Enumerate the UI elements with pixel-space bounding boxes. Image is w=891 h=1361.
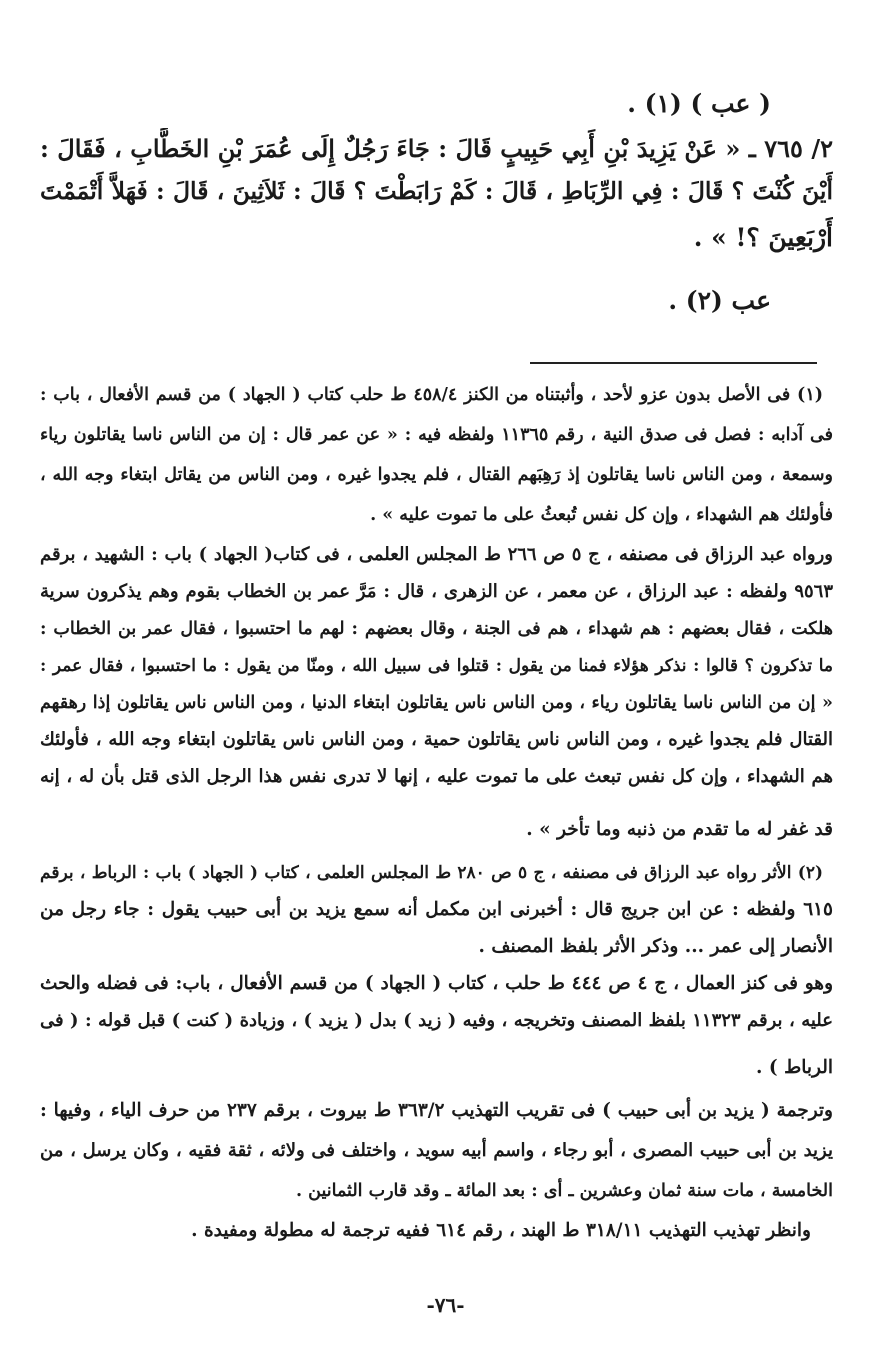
footnote-1-line: فى آدابه : فصل فى صدق النية ، رقم ١١٣٦٥ ولفظه فيه : « عن عمر قال : إن من الناس ناسا يقاتلون رياء bbox=[40, 425, 833, 445]
footnote-2-line: ٦١٥ ولفظه : عن ابن جريج قال : أخبرنى ابن مكمل أنه سمع يزيد بن أبى حبيب يقول : جاء رجل من bbox=[40, 899, 833, 920]
footnote-1-line: ٩٥٦٣ ولفظه : عبد الرزاق ، عن معمر ، عن الزهرى ، قال : مَرَّ عمر بن الخطاب بقوم وهم يذكرون سرية bbox=[40, 581, 833, 602]
hadith-text-line-3: أَرْبَعِينَ ؟! » . bbox=[693, 223, 833, 252]
footnote-1-line: (١) فى الأصل بدون عزو لأحد ، وأثبتناه من الكنز ٤٥٨/٤ ط حلب كتاب ( الجهاد ) من قسم الأفعال ، باب : bbox=[40, 385, 823, 405]
footnote-2-line: عليه ، برقم ١١٣٢٣ بلفظ المصنف وتخريجه ، وفيه ( زيد ) بدل ( يزيد ) ، وزيادة ( كنت ) قبل قوله : ( فى bbox=[40, 1010, 833, 1031]
footnote-1-line: هلكت ، فقال بعضهم : هم شهداء ، هم فى الجنة ، وقال بعضهم : لهم ما احتسبوا ، فقال عمر بن الخطاب : bbox=[40, 619, 833, 639]
footnote-1-line: « إن من الناس ناسا يقاتلون رياء ، ومن الناس ناس يقاتلون ابتغاء الدنيا ، ومن الناس ناس يقاتلون إذا رهقهم bbox=[40, 693, 833, 713]
footnote-1-line: قد غفر له ما تقدم من ذنبه وما تأخر » . bbox=[526, 819, 833, 840]
footnote-1-line: وسمعة ، ومن الناس ناسا يقاتلون إذ رَهِبَهم القتال ، فلم يجدوا غيره ، ومن الناس من يقاتل ابتغاء وجه الله ، bbox=[40, 465, 833, 485]
footnote-2-line: يزيد بن أبى حبيب المصرى ، أبو رجاء ، واسم أبيه سويد ، واختلف فى ولائه ، ثقة فقيه ، وكان يرسل ، من bbox=[40, 1140, 833, 1161]
footnote-2-line: الأنصار إلى عمر ... وذكر الأثر بلفظ المصنف . bbox=[478, 936, 833, 957]
footnote-1-line: هم الشهداء ، وإن كل نفس تبعث على ما تموت عليه ، إنها لا تدرى نفس هذا الرجل الذى قتل بأن له ، إنه bbox=[40, 766, 833, 787]
footnote-1-line: فأولئك هم الشهداء ، وإن كل نفس تُبعثُ على ما تموت عليه » . bbox=[370, 505, 833, 525]
footnote-2-line: وترجمة ( يزيد بن أبى حبيب ) فى تقريب التهذيب ٣٦٣/٢ ط بيروت ، برقم ٢٣٧ من حرف الياء ، وفيها : bbox=[40, 1100, 833, 1121]
footnote-2-line: الرباط ) . bbox=[756, 1057, 833, 1078]
footnote-2-line: الخامسة ، مات سنة ثمان وعشرين ـ أى : بعد المائة ـ وقد قارب الثمانين . bbox=[295, 1181, 833, 1201]
page-number: -٧٦- bbox=[426, 1293, 465, 1317]
footnote-separator bbox=[530, 362, 817, 364]
footnote-1-line: القتال فلم يجدوا غيره ، ومن الناس ناس يقاتلون حمية ، ومن الناس ناس يقاتلون ابتغاء وجه الله ، فأولئك bbox=[40, 729, 833, 750]
main-line-1: ( عب ) (١) . bbox=[627, 89, 771, 118]
footnote-2-line: وانظر تهذيب التهذيب ٣١٨/١١ ط الهند ، رقم ٦١٤ ففيه ترجمة له مطولة ومفيدة . bbox=[191, 1220, 811, 1241]
footnote-1-line: ورواه عبد الرزاق فى مصنفه ، ج ٥ ص ٢٦٦ ط المجلس العلمى ، فى كتاب( الجهاد ) باب : الشهيد ، برقم bbox=[40, 544, 833, 565]
footnote-2-line: وهو فى كنز العمال ، ج ٤ ص ٤٤٤ ط حلب ، كتاب ( الجهاد ) من قسم الأفعال ، باب: فى فضله والحث bbox=[40, 973, 833, 994]
main-source-line: عب (٢) . bbox=[668, 286, 771, 315]
hadith-text-line-1: ٢/ ٧٦٥ ـ « عَنْ يَزِيدَ بْنِ أَبِي حَبِيبٍ قَالَ : جَاءَ رَجُلٌ إِلَى عُمَرَ بْنِ الخَطَّابِ ، فَقَالَ : bbox=[40, 134, 833, 163]
footnote-2-line: (٢) الأثر رواه عبد الرزاق فى مصنفه ، ج ٥ ص ٢٨٠ ط المجلس العلمى ، كتاب ( الجهاد ) باب : الرباط ، برقم bbox=[40, 863, 823, 883]
hadith-text-line-2: أَيْنَ كُنْتَ ؟ قَالَ : فِي الرِّبَاطِ ، قَالَ : كَمْ رَابَطْتَ ؟ قَالَ : ثَلاَثِينَ ، قَالَ : فَهَلاَّ أَتْمَمْتَ bbox=[40, 177, 833, 205]
footnote-1-line: ما تذكرون ؟ قالوا : نذكر هؤلاء فمنا من يقول : قتلوا فى سبيل الله ، ومنّا من يقول : ما احتسبوا ، فقال عمر : bbox=[40, 656, 833, 676]
